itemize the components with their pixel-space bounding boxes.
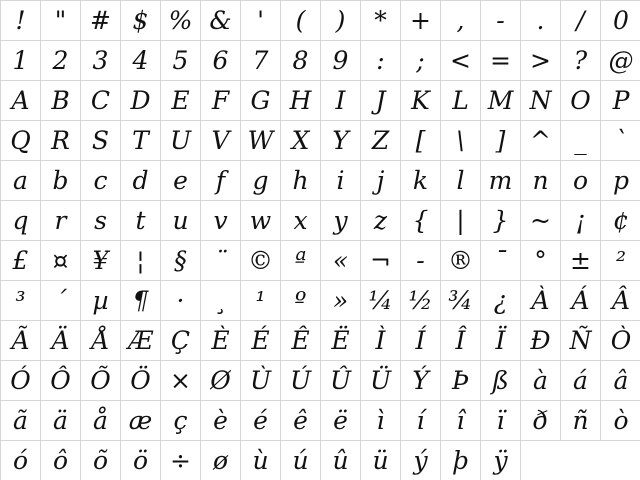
glyph-cell[interactable]: ª xyxy=(281,241,321,281)
glyph-cell[interactable]: ? xyxy=(561,41,601,81)
glyph-cell[interactable]: ó xyxy=(1,441,41,480)
glyph-cell[interactable]: ¡ xyxy=(561,201,601,241)
glyph-cell[interactable]: L xyxy=(441,81,481,121)
glyph-cell[interactable]: 3 xyxy=(81,41,121,81)
empty-cell xyxy=(561,441,601,480)
glyph-cell[interactable]: £ xyxy=(1,241,41,281)
glyph-cell[interactable]: % xyxy=(161,1,201,41)
glyph-cell[interactable]: * xyxy=(361,1,401,41)
glyph-cell[interactable]: G xyxy=(241,81,281,121)
glyph-cell[interactable]: Î xyxy=(441,321,481,361)
glyph-cell[interactable]: q xyxy=(1,201,41,241)
glyph-cell[interactable]: ; xyxy=(401,41,441,81)
glyph-cell[interactable]: Ò xyxy=(601,321,640,361)
glyph-cell[interactable]: O xyxy=(561,81,601,121)
glyph-cell[interactable]: W xyxy=(241,121,281,161)
glyph-cell[interactable]: _ xyxy=(561,121,601,161)
glyph-cell[interactable]: » xyxy=(321,281,361,321)
glyph-cell[interactable]: ý xyxy=(401,441,441,480)
glyph-cell[interactable]: ß xyxy=(481,361,521,401)
glyph-cell[interactable]: Ó xyxy=(1,361,41,401)
glyph-cell[interactable]: Í xyxy=(401,321,441,361)
glyph-cell[interactable]: å xyxy=(81,401,121,441)
glyph-cell[interactable]: Ú xyxy=(281,361,321,401)
glyph-cell[interactable]: Y xyxy=(321,121,361,161)
glyph-cell[interactable]: 1 xyxy=(1,41,41,81)
glyph-cell[interactable]: 4 xyxy=(121,41,161,81)
glyph-cell[interactable]: Æ xyxy=(121,321,161,361)
glyph-cell[interactable]: Ö xyxy=(121,361,161,401)
glyph-cell[interactable]: < xyxy=(441,41,481,81)
glyph-cell[interactable]: w xyxy=(241,201,281,241)
glyph-cell[interactable]: R xyxy=(41,121,81,161)
glyph-cell[interactable]: µ xyxy=(81,281,121,321)
glyph-cell[interactable]: " xyxy=(41,1,81,41)
glyph-cell[interactable]: ê xyxy=(281,401,321,441)
glyph-cell[interactable]: } xyxy=(481,201,521,241)
glyph-cell[interactable]: x xyxy=(281,201,321,241)
glyph-cell[interactable]: B xyxy=(41,81,81,121)
glyph-cell[interactable]: ç xyxy=(161,401,201,441)
glyph-cell[interactable]: ù xyxy=(241,441,281,480)
glyph-cell[interactable]: - xyxy=(401,241,441,281)
glyph-cell[interactable]: Ì xyxy=(361,321,401,361)
glyph-cell[interactable]: Ã xyxy=(1,321,41,361)
glyph-cell[interactable]: ] xyxy=(481,121,521,161)
glyph-cell[interactable]: l xyxy=(441,161,481,201)
glyph-cell[interactable]: ÿ xyxy=(481,441,521,480)
glyph-cell[interactable]: ¬ xyxy=(361,241,401,281)
glyph-cell[interactable]: Ô xyxy=(41,361,81,401)
glyph-cell[interactable]: ü xyxy=(361,441,401,480)
glyph-cell[interactable]: i xyxy=(321,161,361,201)
glyph-cell[interactable]: ö xyxy=(121,441,161,480)
glyph-cell[interactable]: ä xyxy=(41,401,81,441)
empty-cell xyxy=(601,441,640,480)
glyph-cell[interactable]: f xyxy=(201,161,241,201)
glyph-cell[interactable]: æ xyxy=(121,401,161,441)
glyph-cell[interactable]: º xyxy=(281,281,321,321)
glyph-cell[interactable]: h xyxy=(281,161,321,201)
glyph-cell[interactable]: Ð xyxy=(521,321,561,361)
glyph-cell[interactable]: © xyxy=(241,241,281,281)
glyph-cell[interactable]: õ xyxy=(81,441,121,480)
glyph-cell[interactable]: ¤ xyxy=(41,241,81,281)
glyph-cell[interactable]: 7 xyxy=(241,41,281,81)
glyph-cell[interactable]: á xyxy=(561,361,601,401)
glyph-cell[interactable]: ½ xyxy=(401,281,441,321)
glyph-cell[interactable]: Â xyxy=(601,281,640,321)
glyph-cell[interactable]: ¢ xyxy=(601,201,640,241)
glyph-cell[interactable]: K xyxy=(401,81,441,121)
glyph-cell[interactable]: s xyxy=(81,201,121,241)
glyph-cell[interactable]: F xyxy=(201,81,241,121)
glyph-cell[interactable]: { xyxy=(401,201,441,241)
glyph-cell[interactable]: 5 xyxy=(161,41,201,81)
glyph-cell[interactable]: : xyxy=(361,41,401,81)
glyph-cell[interactable]: þ xyxy=(441,441,481,480)
glyph-cell[interactable]: J xyxy=(361,81,401,121)
glyph-cell[interactable]: ¸ xyxy=(201,281,241,321)
glyph-cell[interactable]: Ñ xyxy=(561,321,601,361)
glyph-cell[interactable]: Ä xyxy=(41,321,81,361)
glyph-cell[interactable]: ( xyxy=(281,1,321,41)
glyph-cell[interactable]: Ø xyxy=(201,361,241,401)
glyph-cell[interactable]: î xyxy=(441,401,481,441)
glyph-cell[interactable]: í xyxy=(401,401,441,441)
glyph-cell[interactable]: c xyxy=(81,161,121,201)
glyph-cell[interactable]: u xyxy=(161,201,201,241)
glyph-cell[interactable]: $ xyxy=(121,1,161,41)
glyph-cell[interactable]: > xyxy=(521,41,561,81)
glyph-cell[interactable]: ¿ xyxy=(481,281,521,321)
glyph-cell[interactable]: S xyxy=(81,121,121,161)
glyph-cell[interactable]: ¨ xyxy=(201,241,241,281)
glyph-cell[interactable]: g xyxy=(241,161,281,201)
glyph-cell[interactable]: / xyxy=(561,1,601,41)
glyph-cell[interactable]: Q xyxy=(1,121,41,161)
glyph-cell[interactable]: M xyxy=(481,81,521,121)
empty-cell xyxy=(521,441,561,480)
glyph-cell[interactable]: ± xyxy=(561,241,601,281)
glyph-cell[interactable]: Ë xyxy=(321,321,361,361)
glyph-cell[interactable]: Ù xyxy=(241,361,281,401)
glyph-cell[interactable]: ð xyxy=(521,401,561,441)
glyph-cell[interactable]: . xyxy=(521,1,561,41)
glyph-cell[interactable]: t xyxy=(121,201,161,241)
glyph-cell[interactable]: = xyxy=(481,41,521,81)
glyph-cell[interactable]: È xyxy=(201,321,241,361)
glyph-cell[interactable]: | xyxy=(441,201,481,241)
glyph-cell[interactable]: 2 xyxy=(41,41,81,81)
glyph-cell[interactable]: E xyxy=(161,81,201,121)
glyph-cell[interactable]: v xyxy=(201,201,241,241)
glyph-cell[interactable]: × xyxy=(161,361,201,401)
glyph-cell[interactable]: ÷ xyxy=(161,441,201,480)
glyph-cell[interactable]: § xyxy=(161,241,201,281)
glyph-cell[interactable]: ¼ xyxy=(361,281,401,321)
glyph-cell[interactable]: 0 xyxy=(601,1,640,41)
glyph-cell[interactable]: Õ xyxy=(81,361,121,401)
glyph-cell[interactable]: ã xyxy=(1,401,41,441)
glyph-cell[interactable]: É xyxy=(241,321,281,361)
glyph-cell[interactable]: D xyxy=(121,81,161,121)
glyph-cell[interactable]: N xyxy=(521,81,561,121)
glyph-cell[interactable]: é xyxy=(241,401,281,441)
glyph-cell[interactable]: à xyxy=(521,361,561,401)
glyph-cell[interactable]: ¶ xyxy=(121,281,161,321)
glyph-cell[interactable]: 8 xyxy=(281,41,321,81)
glyph-cell[interactable]: « xyxy=(321,241,361,281)
glyph-cell[interactable]: V xyxy=(201,121,241,161)
glyph-cell[interactable]: d xyxy=(121,161,161,201)
glyph-cell[interactable]: Ç xyxy=(161,321,201,361)
glyph-cell[interactable]: H xyxy=(281,81,321,121)
glyph-cell[interactable]: ) xyxy=(321,1,361,41)
glyph-cell[interactable]: ° xyxy=(521,241,561,281)
glyph-cell[interactable]: Ï xyxy=(481,321,521,361)
glyph-cell[interactable]: T xyxy=(121,121,161,161)
glyph-cell[interactable]: C xyxy=(81,81,121,121)
glyph-cell[interactable]: a xyxy=(1,161,41,201)
glyph-cell[interactable]: j xyxy=(361,161,401,201)
glyph-cell[interactable]: ¯ xyxy=(481,241,521,281)
glyph-cell[interactable]: Å xyxy=(81,321,121,361)
glyph-cell[interactable]: Ý xyxy=(401,361,441,401)
glyph-cell[interactable]: P xyxy=(601,81,640,121)
glyph-cell[interactable]: + xyxy=(401,1,441,41)
glyph-cell[interactable]: X xyxy=(281,121,321,161)
glyph-cell[interactable]: 6 xyxy=(201,41,241,81)
glyph-cell[interactable]: ô xyxy=(41,441,81,480)
glyph-cell[interactable]: ¥ xyxy=(81,241,121,281)
glyph-cell[interactable]: û xyxy=(321,441,361,480)
glyph-cell[interactable]: ´ xyxy=(41,281,81,321)
glyph-cell[interactable]: ï xyxy=(481,401,521,441)
glyph-cell[interactable]: @ xyxy=(601,41,640,81)
glyph-cell[interactable]: ì xyxy=(361,401,401,441)
glyph-cell[interactable]: ø xyxy=(201,441,241,480)
glyph-cell[interactable]: [ xyxy=(401,121,441,161)
glyph-cell[interactable]: z xyxy=(361,201,401,241)
glyph-cell[interactable]: ` xyxy=(601,121,640,161)
glyph-cell[interactable]: - xyxy=(481,1,521,41)
glyph-cell[interactable]: m xyxy=(481,161,521,201)
glyph-cell[interactable]: ú xyxy=(281,441,321,480)
glyph-cell[interactable]: I xyxy=(321,81,361,121)
glyph-cell[interactable]: ~ xyxy=(521,201,561,241)
glyph-cell[interactable]: 9 xyxy=(321,41,361,81)
glyph-cell[interactable]: U xyxy=(161,121,201,161)
glyph-cell[interactable]: o xyxy=(561,161,601,201)
glyph-cell[interactable]: ¦ xyxy=(121,241,161,281)
glyph-cell[interactable]: ² xyxy=(601,241,640,281)
glyph-cell[interactable]: ! xyxy=(1,1,41,41)
glyph-cell[interactable]: Ü xyxy=(361,361,401,401)
glyph-cell[interactable]: ë xyxy=(321,401,361,441)
glyph-cell[interactable]: , xyxy=(441,1,481,41)
glyph-cell[interactable]: ¹ xyxy=(241,281,281,321)
glyph-cell[interactable]: Þ xyxy=(441,361,481,401)
glyph-cell[interactable]: ³ xyxy=(1,281,41,321)
glyph-cell[interactable]: ò xyxy=(601,401,640,441)
glyph-cell[interactable]: ^ xyxy=(521,121,561,161)
glyph-cell[interactable]: ® xyxy=(441,241,481,281)
glyph-cell[interactable]: e xyxy=(161,161,201,201)
glyph-cell[interactable]: & xyxy=(201,1,241,41)
glyph-cell[interactable]: ñ xyxy=(561,401,601,441)
glyph-cell[interactable]: \ xyxy=(441,121,481,161)
glyph-cell[interactable]: À xyxy=(521,281,561,321)
glyph-cell[interactable]: r xyxy=(41,201,81,241)
glyph-cell[interactable]: Ê xyxy=(281,321,321,361)
glyph-cell[interactable]: Z xyxy=(361,121,401,161)
glyph-cell[interactable]: ' xyxy=(241,1,281,41)
glyph-cell[interactable]: Á xyxy=(561,281,601,321)
glyph-cell[interactable]: k xyxy=(401,161,441,201)
glyph-cell[interactable]: b xyxy=(41,161,81,201)
glyph-cell[interactable]: ¾ xyxy=(441,281,481,321)
glyph-cell[interactable]: â xyxy=(601,361,640,401)
glyph-cell[interactable]: p xyxy=(601,161,640,201)
glyph-cell[interactable]: Û xyxy=(321,361,361,401)
glyph-cell[interactable]: A xyxy=(1,81,41,121)
glyph-cell[interactable]: è xyxy=(201,401,241,441)
glyph-cell[interactable]: · xyxy=(161,281,201,321)
glyph-cell[interactable]: # xyxy=(81,1,121,41)
glyph-cell[interactable]: n xyxy=(521,161,561,201)
glyph-cell[interactable]: y xyxy=(321,201,361,241)
